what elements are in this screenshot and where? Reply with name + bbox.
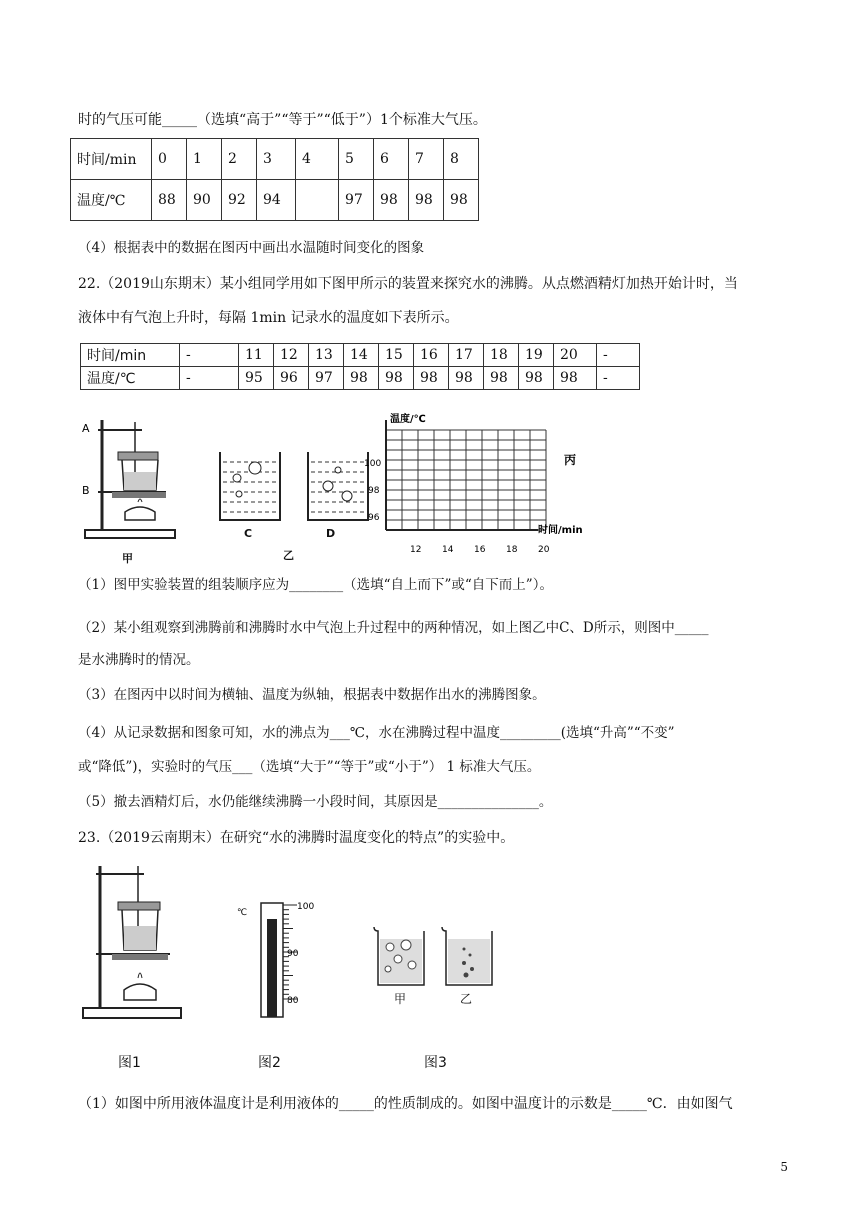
- table-cell: [296, 180, 339, 221]
- table-cell: 98: [554, 367, 597, 390]
- data-table-1: [70, 138, 479, 221]
- table-cell: 0: [152, 139, 187, 180]
- table-cell: 温度/℃: [71, 180, 152, 221]
- x-tick-label: 12: [410, 545, 422, 555]
- table-cell: -: [180, 367, 239, 390]
- x-tick-label: 14: [442, 545, 454, 555]
- thermometer-tick-label: 90: [287, 949, 299, 959]
- question-22-line-1: 22.（2019山东期末）某小组同学用如下图甲所示的装置来探究水的沸腾。从点燃酒精灯加热开始计时，当: [78, 276, 738, 292]
- table-cell: 8: [444, 139, 479, 180]
- beakers-figure-3: [370, 925, 510, 1005]
- page-number: 5: [780, 1160, 788, 1174]
- caption-jia: 甲: [122, 552, 133, 565]
- caption-beaker-jia: 甲: [394, 992, 407, 1006]
- table-cell: 13: [309, 344, 344, 367]
- table-cell: 11: [239, 344, 274, 367]
- table-cell: 88: [152, 180, 187, 221]
- table-cell: 98: [444, 180, 479, 221]
- table-cell: 15: [379, 344, 414, 367]
- table-cell: 98: [484, 367, 519, 390]
- table-cell: 5: [339, 139, 374, 180]
- table-cell: 18: [484, 344, 519, 367]
- table-cell: 92: [222, 180, 257, 221]
- thermometer-unit: ℃: [237, 908, 248, 918]
- table-cell: 98: [379, 367, 414, 390]
- table-cell: 6: [374, 139, 409, 180]
- y-tick-label: 98: [368, 486, 380, 496]
- question-23-line: 23.（2019云南期末）在研究“水的沸腾时温度变化的特点”的实验中。: [78, 830, 515, 846]
- question-23-part-1: （1）如图中所用液体温度计是利用液体的_____的性质制成的。如图中温度计的示数是_____℃．由如图气: [78, 1096, 733, 1112]
- table-cell: 时间/min: [71, 139, 152, 180]
- table-cell: 温度/℃: [81, 367, 180, 390]
- table-cell: 98: [374, 180, 409, 221]
- table-cell: 98: [344, 367, 379, 390]
- table-cell: 95: [239, 367, 274, 390]
- table-cell: 98: [449, 367, 484, 390]
- table-cell: -: [597, 344, 640, 367]
- thermometer-tick-label: 80: [287, 996, 299, 1006]
- table-cell: 3: [257, 139, 296, 180]
- table-cell: 90: [187, 180, 222, 221]
- graph-y-label: 温度/℃: [390, 414, 426, 425]
- caption-yi: 乙: [283, 549, 294, 562]
- apparatus-figure-1: [78, 858, 186, 1034]
- table-cell: 20: [554, 344, 597, 367]
- question-22-line-2: 液体中有气泡上升时，每隔 1min 记录水的温度如下表所示。: [78, 310, 459, 326]
- table-cell: -: [180, 344, 239, 367]
- data-table-2: [80, 343, 640, 390]
- caption-figure-1: 图1: [118, 1055, 141, 1071]
- y-tick-label: 96: [368, 513, 380, 523]
- table-cell: 19: [519, 344, 554, 367]
- graph-x-label: 时间/min: [538, 525, 583, 536]
- part-4-text-cont: 或“降低”)，实验时的气压___（选填“大于”“等于”或“小于”） 1 标准大气压。: [78, 759, 541, 775]
- part-3-text: （3）在图丙中以时间为横轴、温度为纵轴，根据表中数据作出水的沸腾图象。: [78, 687, 546, 703]
- part-2-text-cont: 是水沸腾时的情况。: [78, 652, 200, 668]
- part-5-text: （5）撤去酒精灯后，水仍能继续沸腾一小段时间，其原因是_______________。: [78, 794, 553, 810]
- table-row: [81, 344, 640, 367]
- apparatus-jia-figure: [80, 412, 190, 552]
- x-tick-label: 20: [538, 545, 550, 555]
- caption-figure-3: 图3: [424, 1055, 447, 1071]
- caption-figure-2: 图2: [258, 1055, 281, 1071]
- table-cell: 1: [187, 139, 222, 180]
- table-cell: 98: [519, 367, 554, 390]
- part-1-text: （1）图甲实验装置的组装顺序应为________（选填“自上而下”或“自下而上”）。: [78, 577, 553, 593]
- label-a: A: [82, 422, 90, 435]
- label-b: B: [82, 484, 90, 497]
- table-cell: 98: [409, 180, 444, 221]
- table-row: [81, 367, 640, 390]
- table-cell: 14: [344, 344, 379, 367]
- caption-c: C: [244, 527, 253, 540]
- table-cell: 97: [339, 180, 374, 221]
- table-cell: -: [597, 367, 640, 390]
- thermometer-figure-2: [225, 895, 335, 1025]
- part-4-text: （4）从记录数据和图象可知，水的沸点为___℃，水在沸腾过程中温度_________(选填“升高”“不变”: [78, 725, 675, 741]
- table-cell: 时间/min: [81, 344, 180, 367]
- graph-bing: [350, 412, 600, 562]
- x-tick-label: 18: [506, 545, 518, 555]
- part-2-text: （2）某小组观察到沸腾前和沸腾时水中气泡上升过程中的两种情况，如上图乙中C、D所示，则图中_____: [78, 620, 709, 636]
- thermometer-tick-label: 100: [297, 902, 315, 912]
- caption-d: D: [326, 527, 336, 540]
- table-cell: 96: [274, 367, 309, 390]
- table-cell: 17: [449, 344, 484, 367]
- graph-title: 丙: [564, 453, 577, 467]
- table-cell: 2: [222, 139, 257, 180]
- table-cell: 7: [409, 139, 444, 180]
- table-cell: 97: [309, 367, 344, 390]
- table-row: [71, 180, 479, 221]
- caption-beaker-yi: 乙: [460, 992, 473, 1006]
- table-cell: 16: [414, 344, 449, 367]
- table-row: [71, 139, 479, 180]
- text-line: 时的气压可能_____（选填“高于”“等于”“低于”）1个标准大气压。: [78, 112, 487, 128]
- y-tick-label: 100: [364, 459, 382, 469]
- table-cell: 4: [296, 139, 339, 180]
- table-cell: 94: [257, 180, 296, 221]
- x-tick-label: 16: [474, 545, 486, 555]
- table-cell: 12: [274, 344, 309, 367]
- table-cell: 98: [414, 367, 449, 390]
- text-line: （4）根据表中的数据在图丙中画出水温随时间变化的图象: [78, 240, 425, 256]
